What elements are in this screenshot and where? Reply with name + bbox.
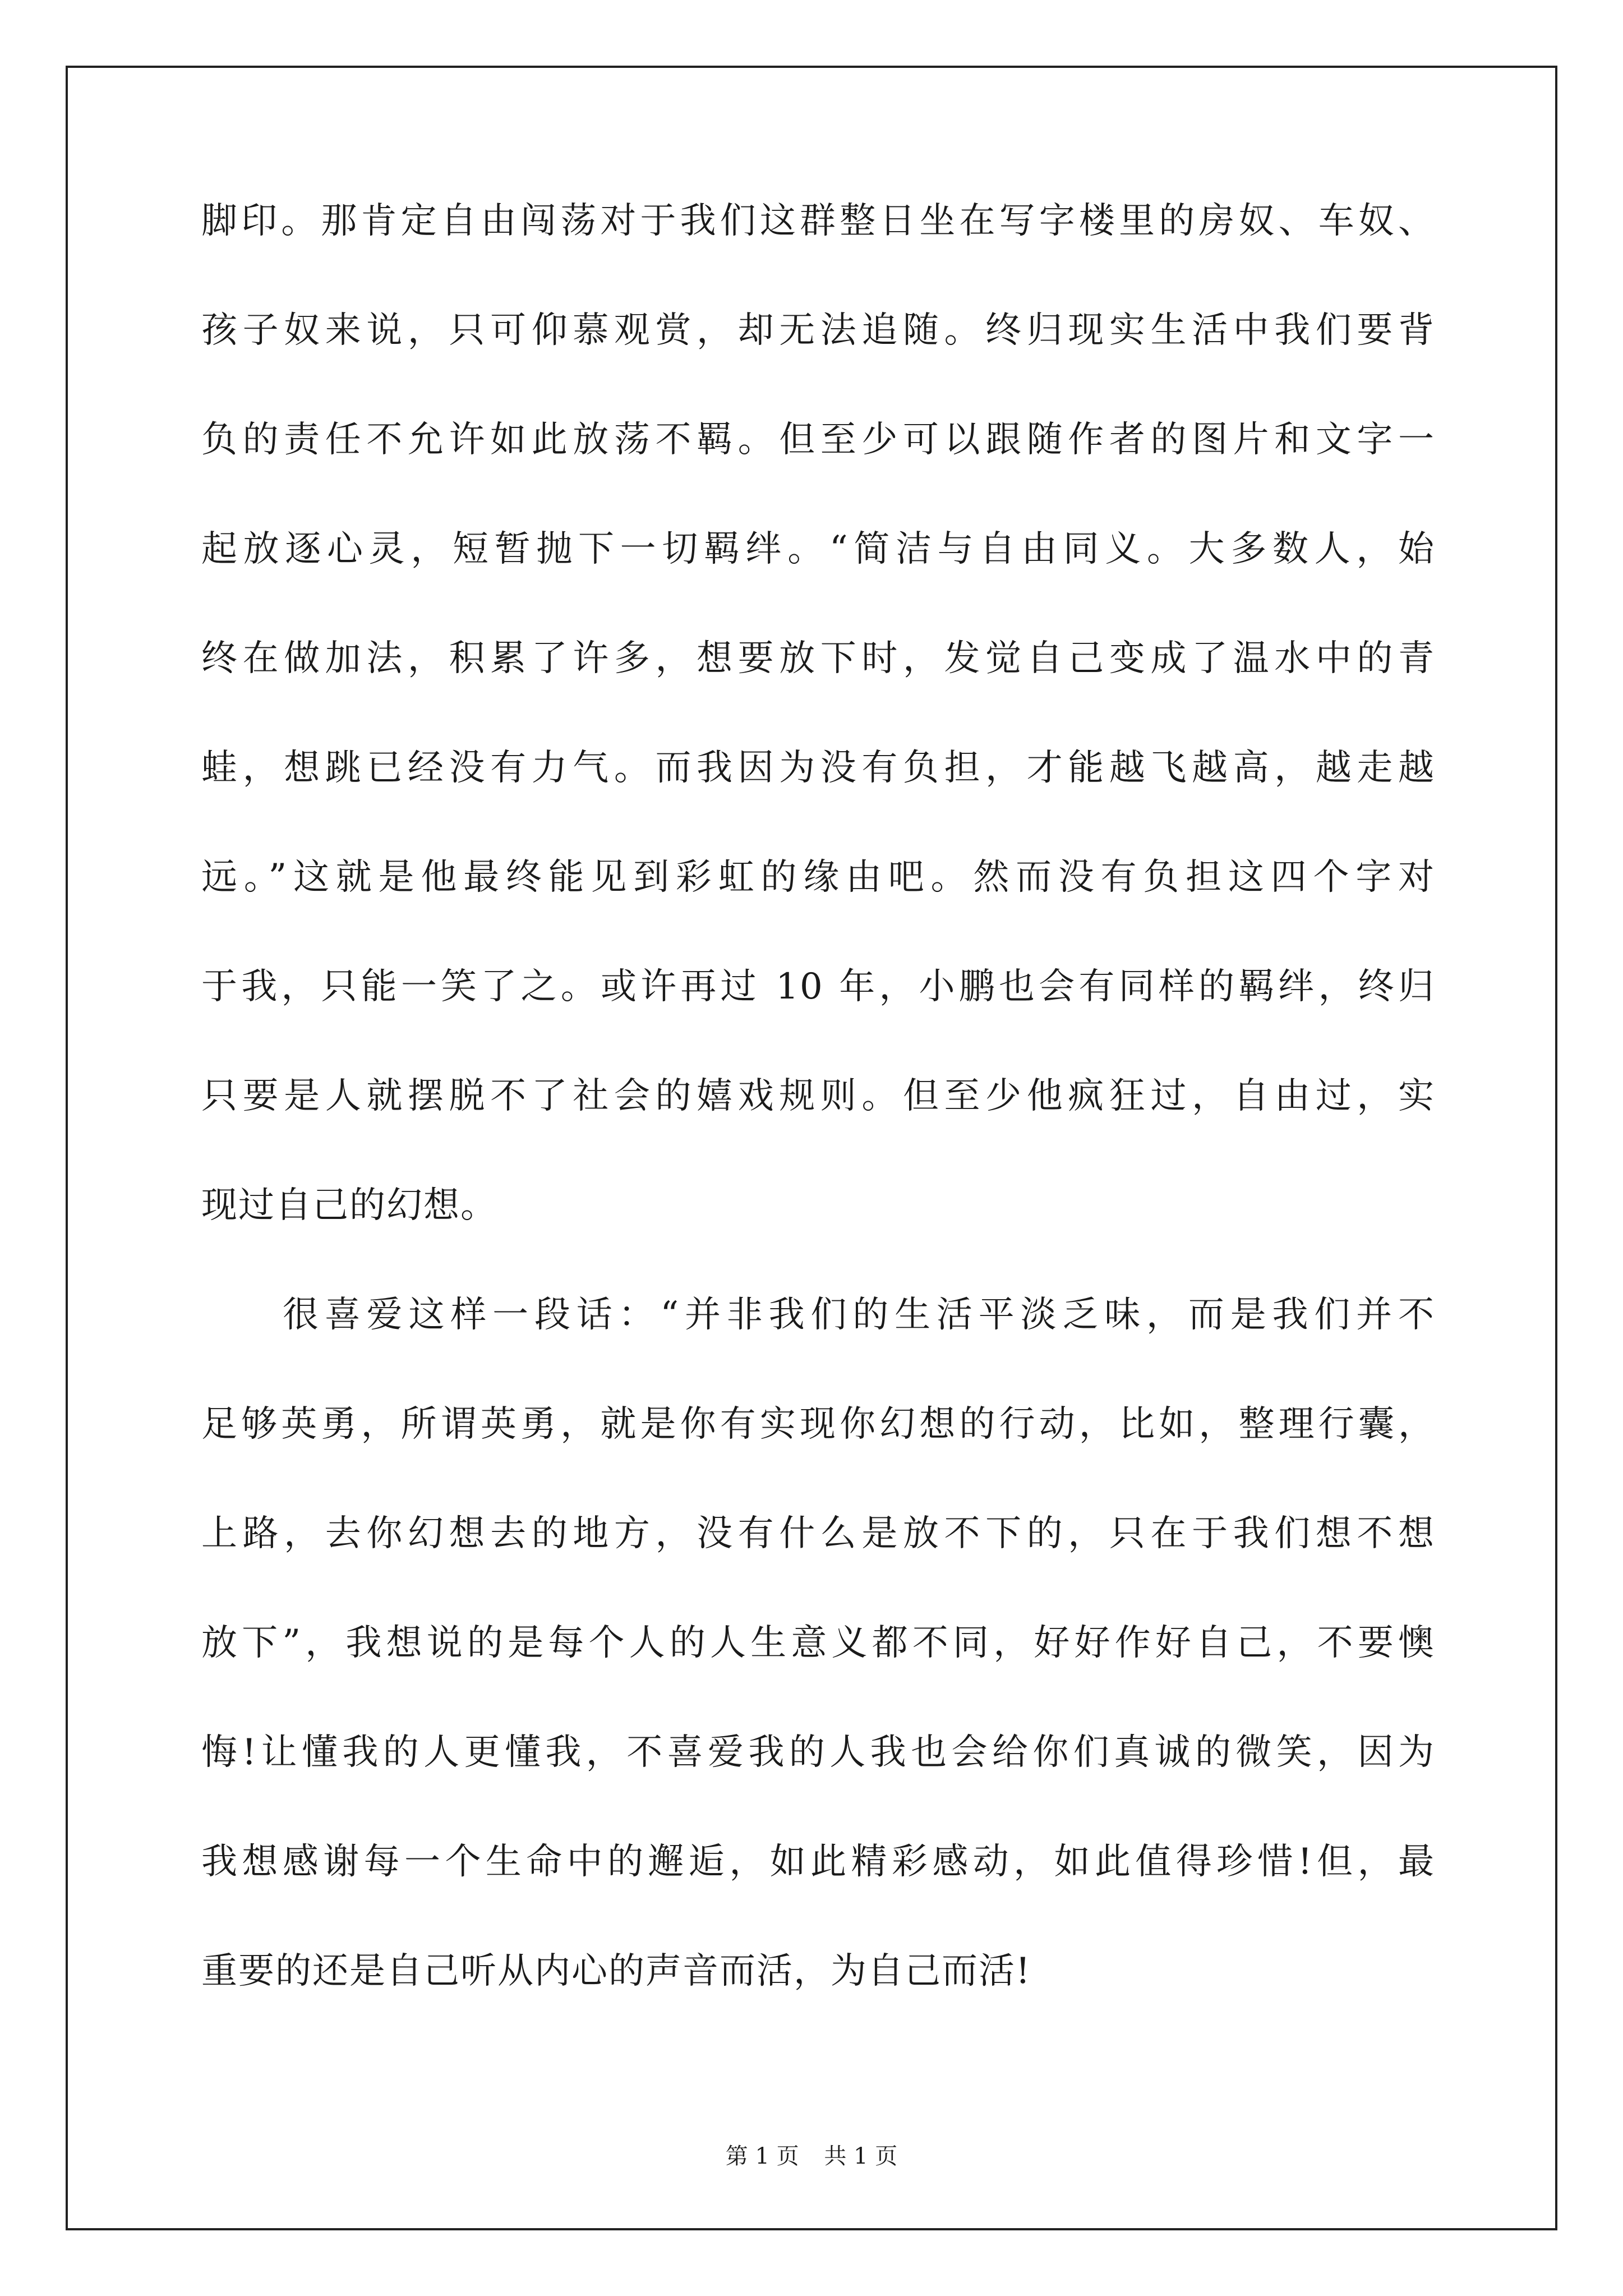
text-line: 起放逐心灵，短暂抛下一切羁绊。“简洁与自由同义。大多数人，始 <box>201 528 1435 570</box>
page-total: 共 1 页 <box>824 2143 898 2169</box>
page-number: 第 1 页 <box>725 2143 799 2169</box>
page-footer <box>0 2139 1623 2173</box>
text-line: 很喜爱这样一段话：“并非我们的生活平淡乏味，而是我们并不 <box>283 1294 1435 1336</box>
text-line: 重要的还是自己听从内心的声音而活，为自己而活! <box>201 1950 1031 1992</box>
text-line: 孩子奴来说，只可仰慕观赏，却无法追随。终归现实生活中我们要背 <box>201 310 1435 351</box>
text-line: 远。”这就是他最终能见到彩虹的缘由吧。然而没有负担这四个字对 <box>201 857 1435 898</box>
text-line: 现过自己的幻想。 <box>201 1185 497 1226</box>
text-line: 终在做加法，积累了许多，想要放下时，发觉自己变成了温水中的青 <box>201 638 1435 679</box>
text-line: 放下”，我想说的是每个人的人生意义都不同，好好作好自己，不要懊 <box>201 1622 1435 1664</box>
text-line: 我想感谢每一个生命中的邂逅，如此精彩感动，如此值得珍惜!但，最 <box>201 1841 1435 1883</box>
document-body <box>201 195 1435 2055</box>
text-line: 足够英勇，所谓英勇，就是你有实现你幻想的行动，比如，整理行囊， <box>201 1404 1435 1445</box>
text-line: 悔!让懂我的人更懂我，不喜爱我的人我也会给你们真诚的微笑，因为 <box>201 1732 1435 1773</box>
text-line: 脚印。那肯定自由闯荡对于我们这群整日坐在写字楼里的房奴、车奴、 <box>201 200 1435 242</box>
text-line: 于我，只能一笑了之。或许再过 10 年，小鹏也会有同样的羁绊，终归 <box>201 966 1435 1007</box>
text-line: 蛙，想跳已经没有力气。而我因为没有负担，才能越飞越高，越走越 <box>201 747 1435 789</box>
text-line: 负的责任不允许如此放荡不羁。但至少可以跟随作者的图片和文字一 <box>201 419 1435 461</box>
text-line: 上路，去你幻想去的地方，没有什么是放不下的，只在于我们想不想 <box>201 1513 1435 1554</box>
text-line: 只要是人就摆脱不了社会的嬉戏规则。但至少他疯狂过，自由过，实 <box>201 1075 1435 1117</box>
